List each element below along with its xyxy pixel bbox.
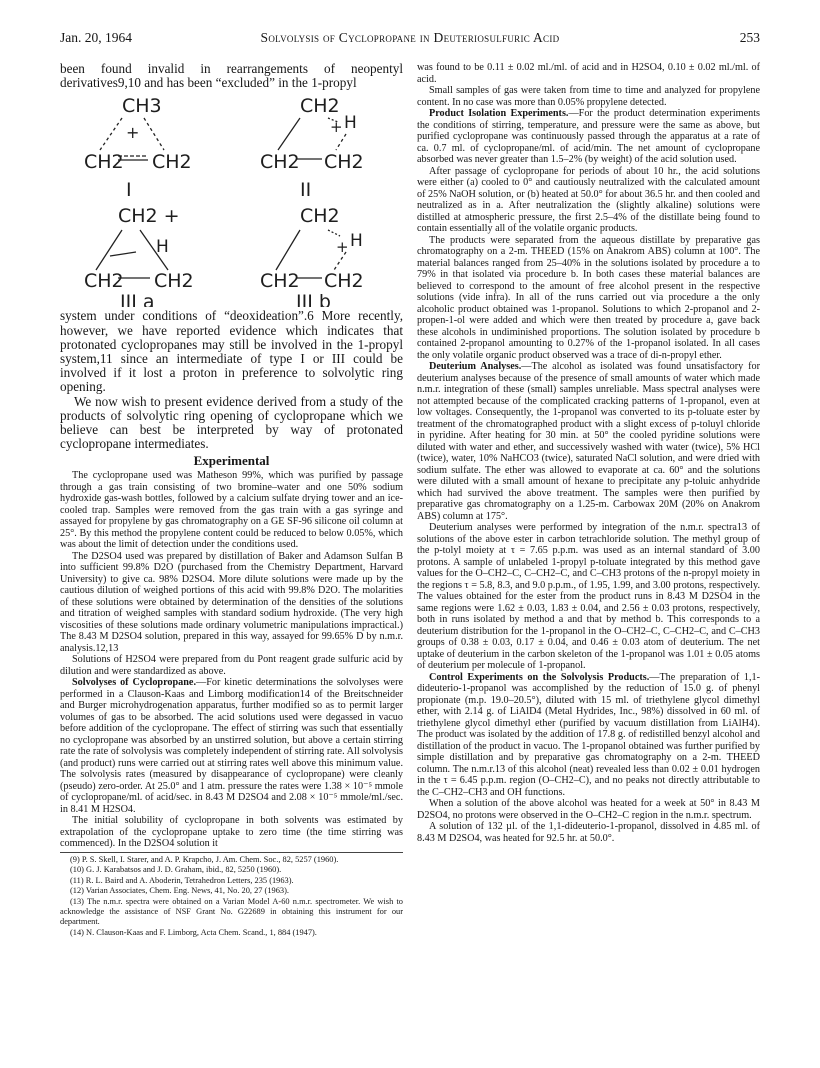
paragraph: The D2SO4 used was prepared by distillation of Baker and Adamson Sulfan B into sufficient 99.8% D2O (purchased from the Chemistry Department, Harvard University) to give ca. 98% D2SO4. More dilute solutions were made up by the cautious dilution of weighed portions of this acid with 99.8% D2O. The molarities of these solutions were obtained by determination of the densities of the solutions and titration of weighed samples with standard sodium hydroxide. (The very high viscosities of these solutions made ordinary volumetric manipulations impractical.) The 8.43 M D2SO4 solution, prepared in this way, assayed for 99.65% D by n.m.r. analysis.12,13 — [60, 550, 403, 654]
structure-II-label: II — [300, 179, 312, 202]
structure-I-left: CH2 — [84, 151, 124, 174]
paragraph: Solutions of H2SO4 were prepared from du Pont reagent grade sulfuric acid by dilution and were standardized as above. — [60, 654, 403, 677]
paragraph: The initial solubility of cyclopropane in both solvents was estimated by extrapolation of the cyclopropane uptake to zero time (the time stirring was commenced). In the D2SO4 solution it — [60, 815, 403, 850]
footnote: (13) The n.m.r. spectra were obtained on a Varian Model A-60 n.m.r. spectrometer. We wish to acknowledge the assistance of NSF Grant No. G22689 in obtaining this instrument for our department. — [60, 896, 403, 927]
intro-paragraph: been found invalid in rearrangements of neopentyl derivatives9,10 and has been “excluded” in the 1-propyl — [60, 61, 403, 91]
paragraph: system under conditions of “deoxideation”.6 More recently, however, we have reported evidence which indicates that protonated cyclopropanes may still be involved in the 1-propyl system,11 since an intermediate of type I or III could be involved if it lost a proton in preference to solvolytic ring opening. — [60, 308, 403, 395]
structure-I-label: I — [126, 179, 132, 202]
footnote: (12) Varian Associates, Chem. Eng. News, 41, No. 20, 27 (1963). — [70, 886, 289, 896]
page-number: 253 — [739, 30, 760, 45]
paragraph: was found to be 0.11 ± 0.02 ml./ml. of acid and in H2SO4, 0.10 ± 0.02 ml./ml. of acid. — [417, 62, 760, 85]
structure-I-right: CH2 — [152, 151, 192, 174]
paragraph: After passage of cyclopropane for periods of about 10 hr., the acid solutions were either (a) cooled to 0° and cautiously neutralized with the calculated amount of 25% NaOH solution, or (b) heated at 50.0° for about 36.5 hr. and then cooled and neutralized as in a. After neutralization the (slightly alkaline) solutions were distilled at atmospheric pressure, the first 2.5–4% of the distillate being found to contain essentially all of the volatile organic products. — [417, 165, 761, 234]
paragraph-body: —The alcohol as isolated was found unsatisfactory for deuterium analyses because of the presence of small amounts of water which made n.m.r. integration of these (small) samples unreliable. Mass spectral analyses were not attempted because of the complicated cracking patterns of 1-propanol, even at low voltages. Consequently, the 1-propanol was converted to its p-toluate ester by treatment of the chromatographed product with a slight excess of p-toluyl chloride in pyridine. After heating for 30 min. at 50° the cooled pyridine solutions were diluted with water and ether, and successively washed with water (twice), 5% HCl (twice), water, 10% NaHCO3 (twice), saturated NaCl solution, and were dried with sodium sulfate. The ether was allowed to evaporate at ca. 60° and the solutions were diluted with a small amount of hexane to precipitate any p-toluic anhydride which had survived the above treatment. The samples were then purified by preparative gas chromatography on a 1.25-m. Carbowax 20M (20% on Anakrom ABS) column at 175°. — [417, 361, 760, 522]
running-title: Solvolysis of Cyclopropane in Deuteriosulfuric Acid — [260, 30, 560, 45]
intro-block — [60, 62, 403, 90]
structure-II-H: H — [344, 113, 357, 134]
structure-IIIa — [84, 205, 194, 307]
footnote: (14) N. Clauson-Kaas and F. Limborg, Acta Chem. Scand., 1, 884 (1947). — [70, 927, 317, 937]
footnote: (10) G. J. Karabatsos and J. D. Graham, ibid., 82, 5250 (1960). — [70, 865, 282, 875]
structure-I-plus: + — [126, 123, 140, 143]
footnote: (9) P. S. Skell, I. Starer, and A. P. Krapcho, J. Am. Chem. Soc., 82, 5257 (1960). — [70, 854, 339, 864]
paragraph: Small samples of gas were taken from time to time and analyzed for propylene content. In no case was more than 0.05% propylene detected. — [417, 85, 760, 108]
structure-IIIa-right: CH2 — [154, 270, 194, 293]
structure-IIIb-H: H — [350, 231, 363, 252]
run-in-heading: Control Experiments on the Solvolysis Products. — [429, 671, 650, 683]
paragraph: A solution of 132 µl. of the 1,1-dideuterio-1-propanol, dissolved in 4.85 ml. of 8.43 M D2SO4, was heated for 92.5 hr. at 50.0°. — [417, 821, 760, 844]
paragraph — [60, 677, 403, 815]
paragraph — [417, 108, 760, 166]
discussion-block — [60, 309, 403, 451]
paragraph-body: —For the product determination experiments the conditions of stirring, temperature, and pressure were the same as above, but purified cyclopropane was continuously passed through the apparatus at a rate of ca. 0.7 ml. of cyclopropane/ml. of acid/min. The net amount of cyclopropane absorbed was never greater than 1.5–2% (by weight) of the acid solution used. — [417, 108, 760, 165]
left-column — [60, 62, 403, 938]
structure-IIIa-left: CH2 — [84, 270, 124, 293]
structure-II-plus: + — [330, 118, 343, 137]
structure-IIIb-label: III b — [296, 291, 331, 308]
header-date: Jan. 20, 1964 — [60, 30, 132, 45]
structure-IIIa-H: H — [156, 237, 169, 258]
structure-IIIa-label: III a — [120, 291, 155, 308]
structure-IIIb-top: CH2 — [300, 205, 340, 228]
structure-I — [84, 95, 192, 201]
structure-IIIb-plus: + — [336, 238, 349, 257]
run-in-heading: Solvolyses of Cyclopropane. — [72, 677, 197, 689]
run-in-heading: Product Isolation Experiments. — [429, 108, 569, 119]
paragraph: When a solution of the above alcohol was heated for a week at 50° in 8.43 M D2SO4, no protons were observed in the O–CH2–C region in the n.m.r. spectrum. — [417, 798, 760, 821]
footnote: (11) R. L. Baird and A. Aboderin, Tetrahedron Letters, 235 (1963). — [70, 875, 294, 885]
structure-II — [260, 95, 364, 201]
structure-IIIa-top: CH2 + — [118, 205, 180, 228]
run-in-heading: Deuterium Analyses. — [429, 361, 522, 372]
paragraph — [417, 361, 760, 522]
structure-scheme — [60, 92, 403, 307]
structure-I-top: CH3 — [122, 95, 162, 118]
structure-II-left: CH2 — [260, 151, 300, 174]
structure-II-top: CH2 — [300, 95, 340, 118]
structure-IIIb-left: CH2 — [260, 270, 300, 293]
section-title-experimental: Experimental — [193, 453, 270, 469]
footnotes — [60, 855, 403, 938]
structure-IIIb — [260, 205, 364, 307]
right-column — [417, 62, 760, 844]
footnote-rule — [60, 852, 403, 853]
paragraph — [417, 672, 760, 799]
paragraph: We now wish to present evidence derived from a study of the products of solvolytic ring opening of cyclopropane which we believe can best be interpreted by way of protonated cyclopropane intermediates. — [60, 393, 403, 452]
structure-IIIb-right: CH2 — [324, 270, 364, 293]
paragraph: The cyclopropane used was Matheson 99%, which was purified by passage through a gas train consisting of two bromine–water and one 50% sodium hydroxide gas-wash bottles, followed by a calcium sulfate drying tower and an ice-cooled trap. Samples were removed from the gas train with a gas syringe and assayed for propylene by gas chromatography on a GE SF-96 silicone oil column at 25°. By this method the propylene content could be reduced to below 0.05%, which was about the limit of detection under the conditions used. — [60, 470, 403, 551]
paragraph: The products were separated from the aqueous distillate by preparative gas chromatography on a 2-m. THEED (15% on Anakrom ABS) column at 100°. The material balances ranged from 25–40% in the solutions isolated by procedure a to 79% in that isolated via procedure b. In both cases these material balances are believed to correspond to the amount of free alcohol present in the respective solutions (vide infra). In all of the runs carried out via procedure a the only alcoholic product obtained was 1-propanol. Solutions to which 2-propanol and 2-propen-1-ol were added and which were then treated by procedure a, gave back these alcohols in undiminished proportions. The solution isolated by procedure b contained 2-propanol amounting to 0.27% of the 1-propanol isolated. In all cases the only volatile organic product observed was a trace of di-n-propyl ether. — [417, 234, 760, 361]
paragraph: Deuterium analyses were performed by integration of the n.m.r. spectra13 of solutions of the above ester in carbon tetrachloride solution. The methyl group of the p-tolyl moiety at τ = 7.65 p.p.m. was used as an internal standard of 3.00 protons. A sample of unlabeled 1-propyl p-toluate integrated by this method gave values for the O–CH2–C, C–CH2–C, and C–CH3 protons of the n-propyl moiety in the regions τ = 5.8, 8.3, and 9.0 p.p.m., of 1.95, 1.99, and 3.00 protons, respectively. The values obtained for the ester from the product runs in 8.43 M D2SO4 in the same regions were 1.62 ± 0.03, 1.83 ± 0.04, and 2.56 ± 0.03 protons, respectively, both in runs isolated by method a and that by method b. This corresponds to a deuterium distribution for the 1-propanol in the O–CH2–C, C–CH2–C, and C–CH3 groups of 0.38 ± 0.03, 0.17 ± 0.04, and 0.46 ± 0.03 atom of deuterium. The net uptake of deuterium in the carbon skeleton of the 1-propanol was 1.01 ± 0.05 atoms of deuterium per molecule of 1-propanol. — [417, 522, 760, 671]
paragraph-body: —The preparation of 1,1-dideuterio-1-propanol was accomplished by the reduction of 15.0 g. of phenyl propionate (m.p. 19.0–20.5°), diluted with 15 ml. of triethylene glycol dimethyl ether, with 2.14 g. of LiAlD4 (Metal Hydrides, Inc., 98%) dissolved in 60 ml. of triethylene glycol dimethyl ether (purified by vacuum distillation from LiAlH4). The product was isolated by the addition of 17.8 g. of redistilled benzyl alcohol and distillation of the product in vacuo. The 1-propanol obtained was further purified by simple distillation and by preparative gas chromatography on a 2-m. THEED column. The n.m.r.13 of this alcohol (neat) revealed less than 0.02 ± 0.01 hydrogen in the τ = 6.45 p.p.m. region (O–CH2–C), and no peaks not directly attributable to the C–CH2–CH3 and OH functions. — [417, 671, 760, 798]
structure-II-right: CH2 — [324, 151, 364, 174]
paragraph-body: —For kinetic determinations the solvolyses were performed in a Clauson-Kaas and Limborg modification14 of the Breitschneider and Burger microhydrogenation apparatus, further modified so as to permit larger volumes of gas to be absorbed. The acid solutions used were degassed in vacuo before addition of the cyclopropane. The effect of stirring was such that essentially no cyclopropane was absorbed by an unstirred solution, but above a certain stirring rate the rate of solvolysis was completely independent of stirring rate. All solvolysis (and product) runs were carried out at stirring rates well above this minimum value. The solvolysis rates (measured by disappearance of cyclopropane) were cleanly (pseudo) zero-order. At 25.0° and 1 atm. pressure the rates were 1.38 × 10⁻⁵ mmole of cyclopropane/ml. of acid/sec. in 8.43 M D2SO4 and 2.08 × 10⁻⁵ mmole/ml./sec. in 8.41 M H2SO4. — [60, 677, 403, 815]
